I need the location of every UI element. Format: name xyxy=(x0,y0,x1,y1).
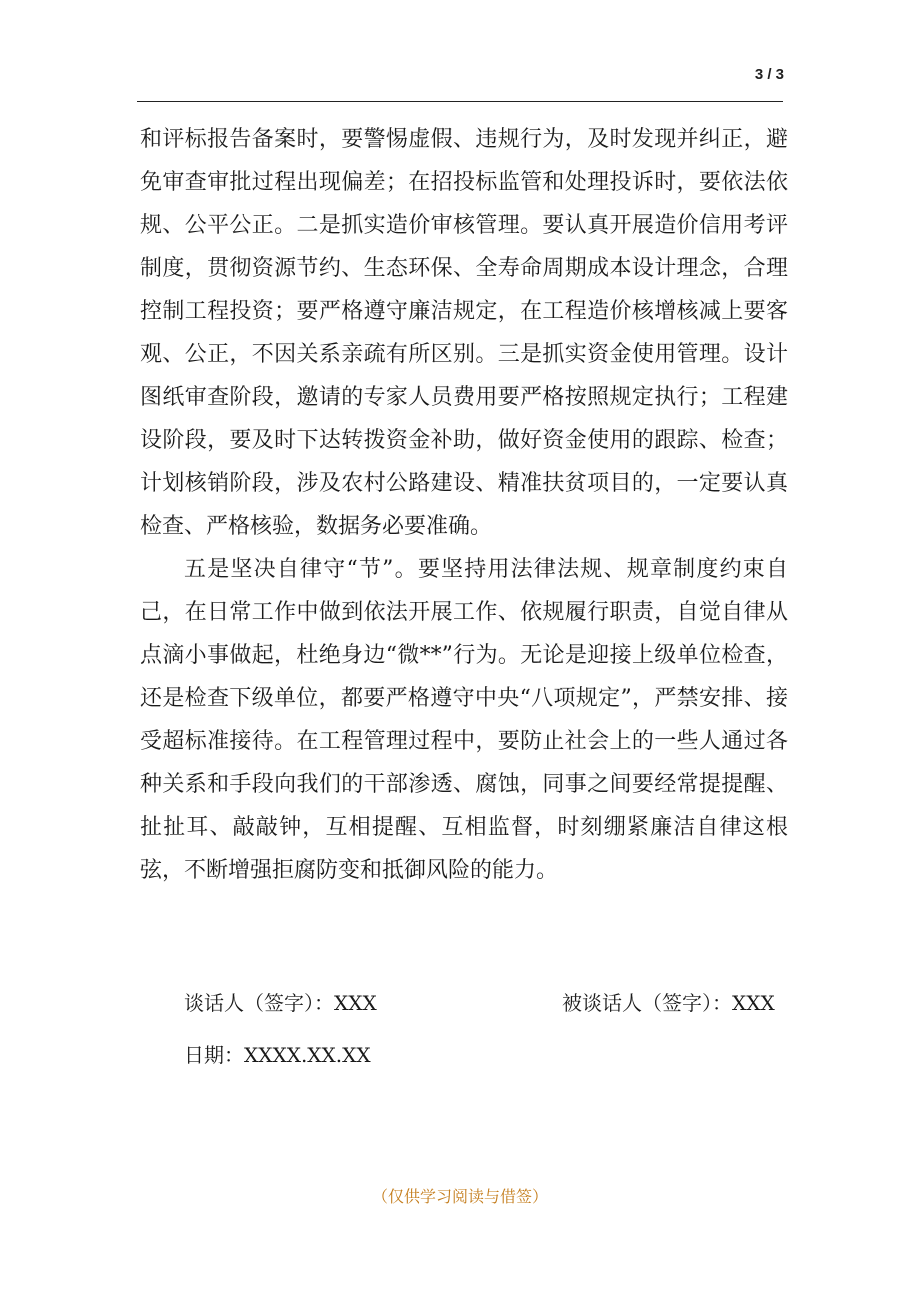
document-body xyxy=(140,118,788,892)
body-paragraph-2: 五是坚决自律守“节”。要坚持用法律法规、规章制度约束自己，在日常工作中做到依法开展工作、依规履行职责，自觉自律从点滴小事做起，杜绝身边“微**”行为。无论是迎接上级单位检查，还是检查下级单位，都要严格遵守中央“八项规定”，严禁安排、接受超标准接待。在工程管理过程中，要防止社会上的一些人通过各种关系和手段向我们的干部渗透、腐蚀，同事之间要经常提提醒、扯扯耳、敲敲钟，互相提醒、互相监督，时刻绷紧廉洁自律这根弦，不断增强拒腐防变和抵御风险的能力。 xyxy=(140,557,788,883)
date-row xyxy=(184,1040,784,1070)
interviewer-signature: 谈话人（签字）：XXX xyxy=(184,991,377,1015)
signature-date: 日期：XXXX.XX.XX xyxy=(184,1043,371,1067)
signature-row xyxy=(184,988,784,1018)
interviewee-signature: 被谈话人（签字）：XXX xyxy=(562,991,775,1015)
page-number: 3 / 3 xyxy=(754,66,784,83)
footer-note: （仅供学习阅读与借签） xyxy=(371,1187,548,1206)
header-divider xyxy=(137,101,783,102)
body-paragraph-1: 和评标报告备案时，要警惕虚假、违规行为，及时发现并纠正，避免审查审批过程出现偏差；在招投标监管和处理投诉时，要依法依规、公平公正。二是抓实造价审核管理。要认真开展造价信用考评制度，贯彻资源节约、生态环保、全寿命周期成本设计理念，合理控制工程投资；要严格遵守廉洁规定，在工程造价核增核减上要客观、公正，不因关系亲疏有所区别。三是抓实资金使用管理。设计图纸审查阶段，邀请的专家人员费用要严格按照规定执行；工程建设阶段，要及时下达转拨资金补助，做好资金使用的跟踪、检查；计划核销阶段，涉及农村公路建设、精准扶贫项目的，一定要认真检查、严格核验，数据务必要准确。 xyxy=(140,127,788,539)
